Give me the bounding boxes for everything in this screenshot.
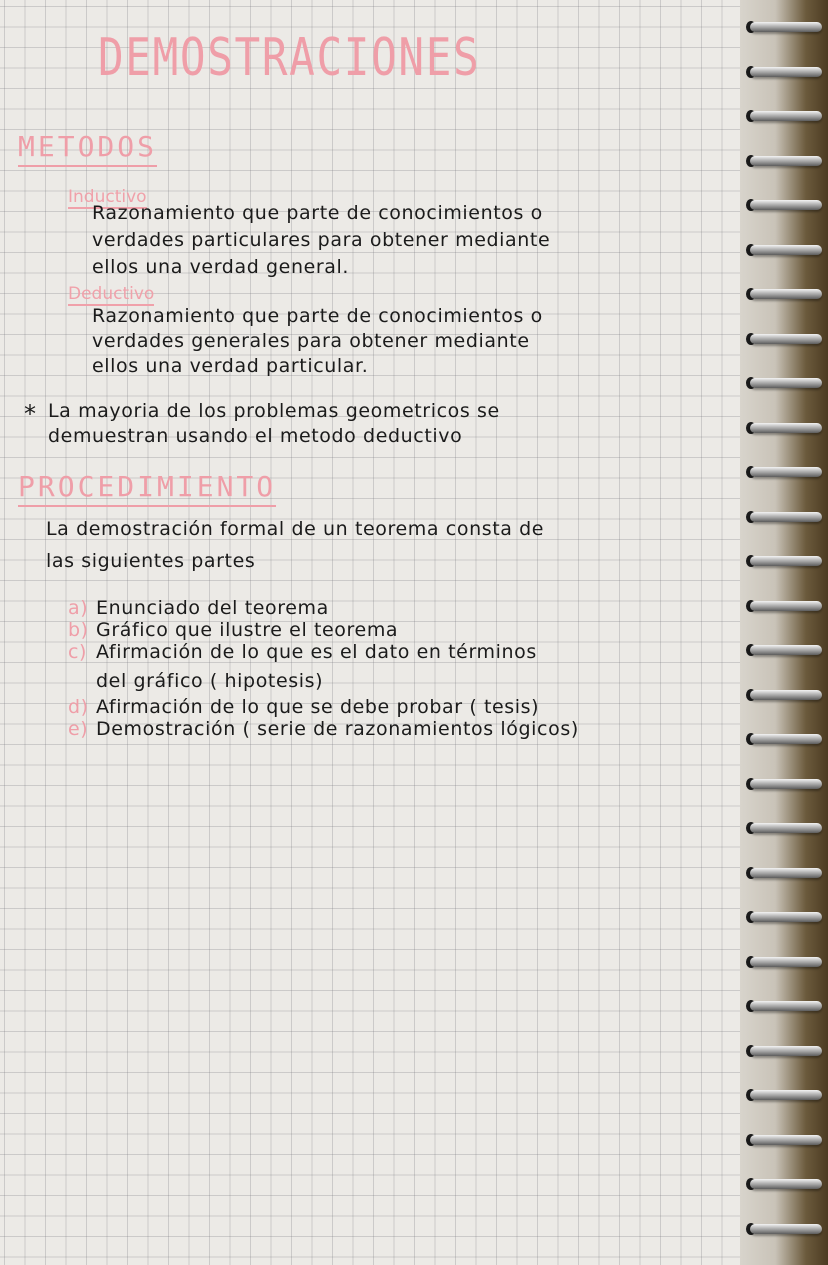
heading-metodos: METODOS	[18, 130, 157, 167]
spiral-ring	[750, 601, 822, 611]
spiral-ring	[750, 22, 822, 32]
intro-line-1: La demostración formal de un teorema consta de	[46, 518, 545, 540]
note-star-icon: *	[24, 400, 37, 428]
item-b-letter: b)	[68, 619, 89, 641]
inductivo-line-2: verdades particulares para obtener mediante	[92, 229, 551, 251]
subheading-inductivo: Inductivo	[68, 187, 147, 207]
spiral-ring	[750, 734, 822, 744]
spiral-ring	[750, 1046, 822, 1056]
note-line-1: La mayoria de los problemas geometricos se	[48, 400, 500, 422]
spiral-ring	[750, 156, 822, 166]
spiral-ring	[750, 912, 822, 922]
item-a-text: Enunciado del teorema	[96, 597, 329, 619]
spiral-ring	[750, 1001, 822, 1011]
spiral-ring	[750, 556, 822, 566]
spiral-ring	[750, 645, 822, 655]
inductivo-line-1: Razonamiento que parte de conocimientos o	[92, 202, 543, 224]
spiral-binding	[740, 0, 828, 1265]
intro-line-2: las siguientes partes	[46, 550, 256, 572]
spiral-ring	[750, 245, 822, 255]
spiral-ring	[750, 1224, 822, 1234]
deductivo-line-3: ellos una verdad particular.	[92, 355, 369, 377]
spiral-ring	[750, 111, 822, 121]
spiral-ring	[750, 690, 822, 700]
spiral-ring	[750, 957, 822, 967]
spiral-ring	[750, 1090, 822, 1100]
spiral-ring	[750, 512, 822, 522]
spiral-ring	[750, 200, 822, 210]
item-c-continuation: del gráfico ( hipotesis)	[96, 670, 324, 692]
spiral-ring	[750, 1135, 822, 1145]
spiral-ring	[750, 423, 822, 433]
spiral-ring	[750, 289, 822, 299]
deductivo-line-2: verdades generales para obtener mediante	[92, 330, 530, 352]
heading-procedimiento: PROCEDIMIENTO	[18, 470, 276, 507]
item-a-letter: a)	[68, 597, 89, 619]
spiral-ring	[750, 67, 822, 77]
subheading-deductivo: Deductivo	[68, 284, 155, 304]
item-c-text: Afirmación de lo que es el dato en términos	[96, 641, 537, 663]
spiral-ring	[750, 334, 822, 344]
spiral-ring	[750, 467, 822, 477]
item-d-text: Afirmación de lo que se debe probar ( tesis)	[96, 696, 540, 718]
spiral-ring	[750, 779, 822, 789]
spiral-ring	[750, 868, 822, 878]
deductivo-line-1: Razonamiento que parte de conocimientos o	[92, 305, 543, 327]
item-e-letter: e)	[68, 718, 89, 740]
spiral-ring	[750, 1179, 822, 1189]
spiral-ring	[750, 823, 822, 833]
item-c-letter: c)	[68, 641, 88, 663]
note-line-2: demuestran usando el metodo deductivo	[48, 425, 463, 447]
spiral-ring	[750, 378, 822, 388]
page-title: DEMOSTRACIONES	[98, 28, 481, 88]
item-d-letter: d)	[68, 696, 89, 718]
inductivo-line-3: ellos una verdad general.	[92, 256, 350, 278]
item-b-text: Gráfico que ilustre el teorema	[96, 619, 399, 641]
item-e-text: Demostración ( serie de razonamientos lógicos)	[96, 718, 579, 740]
